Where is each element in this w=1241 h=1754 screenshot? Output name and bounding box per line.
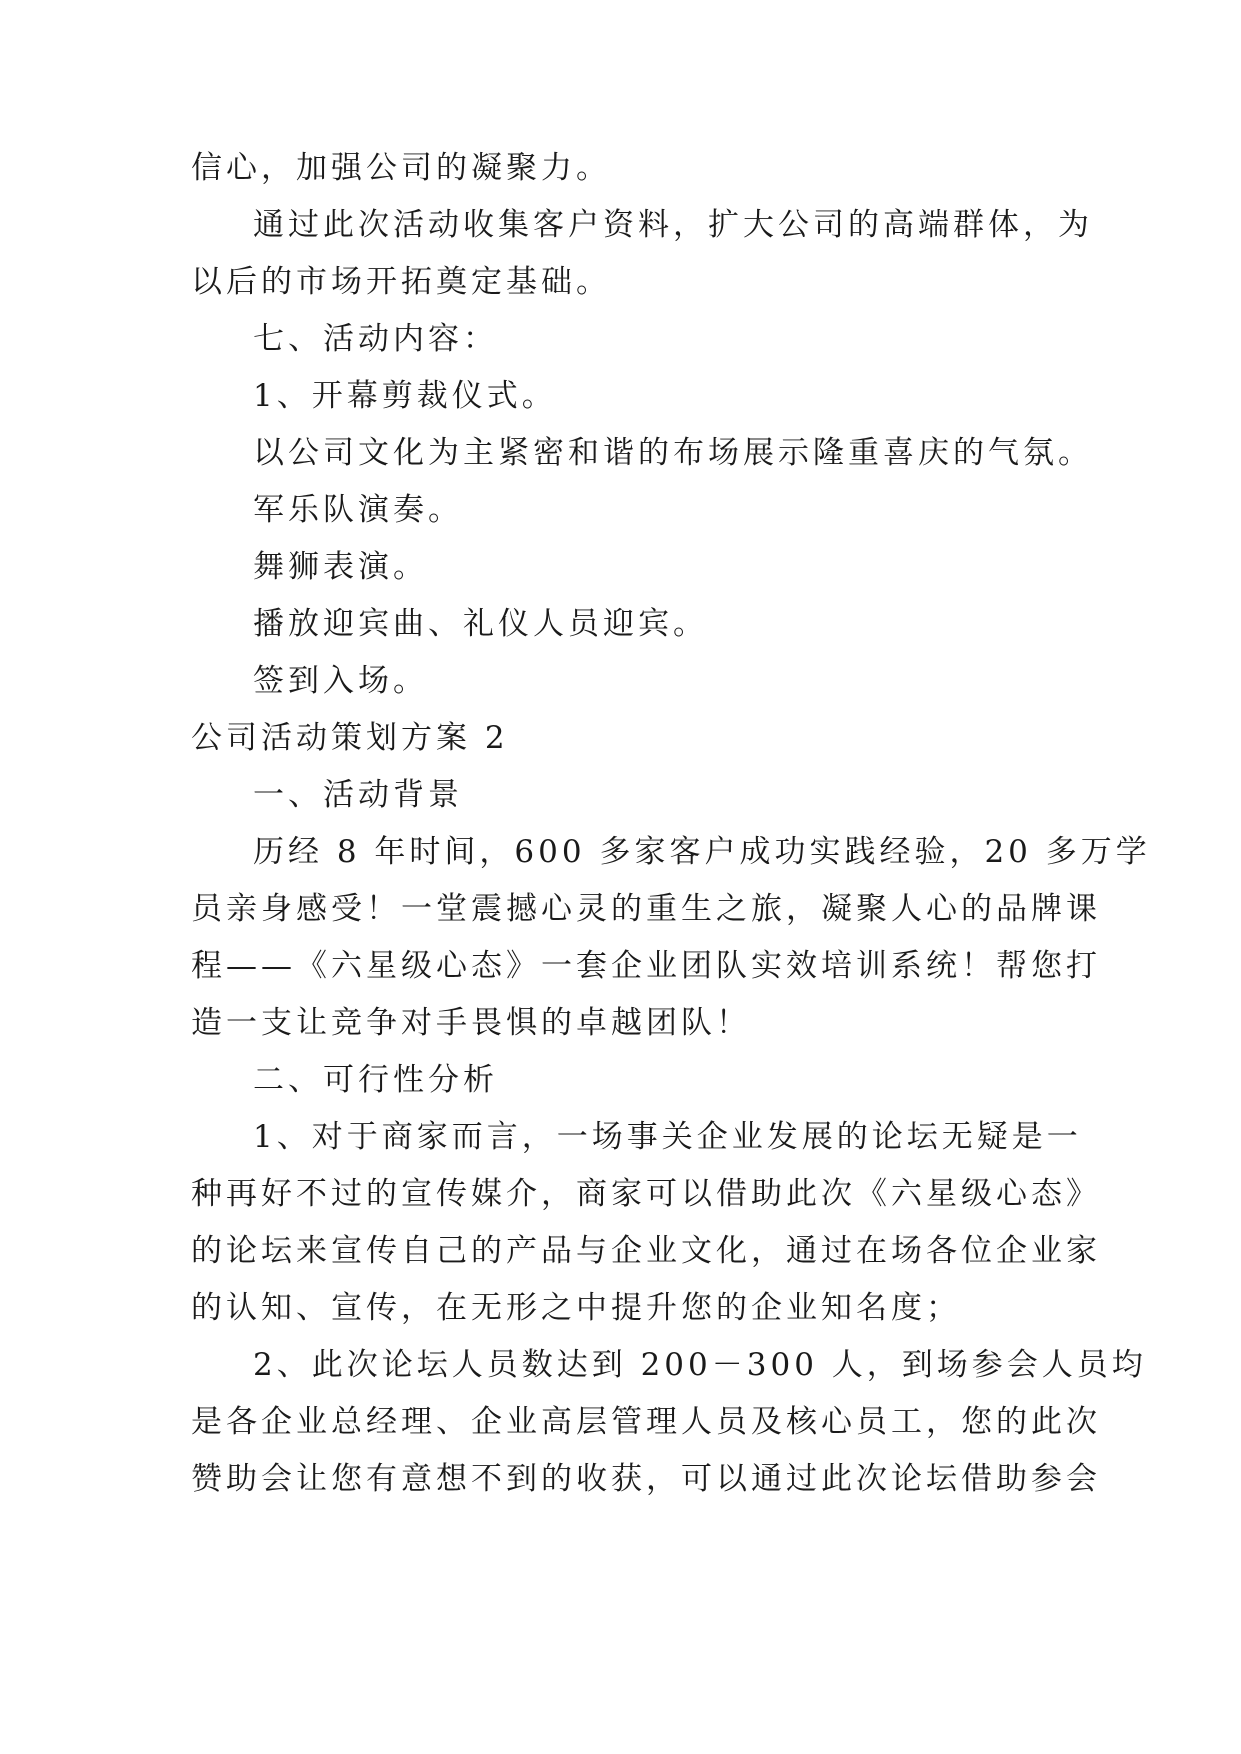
paragraph-line: 种再好不过的宣传媒介，商家可以借助此次《六星级心态》	[191, 1176, 1101, 1212]
paragraph-line: 通过此次活动收集客户资料，扩大公司的高端群体，为	[253, 207, 1093, 243]
paragraph-line: 1、对于商家而言，一场事关企业发展的论坛无疑是一	[253, 1119, 1082, 1155]
paragraph-line: 2、此次论坛人员数达到 200－300 人，到场参会人员均	[253, 1347, 1147, 1383]
paragraph-line: 员亲身感受！一堂震撼心灵的重生之旅，凝聚人心的品牌课	[191, 891, 1101, 927]
section-heading: 一、活动背景	[253, 777, 463, 813]
paragraph-line: 舞狮表演。	[253, 549, 428, 585]
section-heading: 二、可行性分析	[253, 1062, 498, 1098]
paragraph-line: 军乐队演奏。	[253, 492, 463, 528]
list-item: 1、开幕剪裁仪式。	[253, 378, 557, 414]
paragraph-line: 签到入场。	[253, 663, 428, 699]
paragraph-line: 是各企业总经理、企业高层管理人员及核心员工，您的此次	[191, 1404, 1101, 1440]
paragraph-line: 赞助会让您有意想不到的收获，可以通过此次论坛借助参会	[191, 1461, 1101, 1497]
paragraph-line: 以后的市场开拓奠定基础。	[191, 264, 611, 300]
document-title: 公司活动策划方案 2	[191, 720, 509, 756]
paragraph-line: 的论坛来宣传自己的产品与企业文化，通过在场各位企业家	[191, 1233, 1101, 1269]
paragraph-line: 播放迎宾曲、礼仪人员迎宾。	[253, 606, 708, 642]
paragraph-line: 造一支让竞争对手畏惧的卓越团队！	[191, 1005, 751, 1041]
paragraph-line: 以公司文化为主紧密和谐的布场展示隆重喜庆的气氛。	[253, 435, 1093, 471]
paragraph-line: 的认知、宣传，在无形之中提升您的企业知名度；	[191, 1290, 961, 1326]
paragraph-line: 信心，加强公司的凝聚力。	[191, 150, 611, 186]
section-heading: 七、活动内容：	[253, 321, 498, 357]
paragraph-line: 历经 8 年时间，600 多家客户成功实践经验，20 多万学	[253, 834, 1151, 870]
paragraph-line: 程——《六星级心态》一套企业团队实效培训系统！帮您打	[191, 948, 1101, 984]
